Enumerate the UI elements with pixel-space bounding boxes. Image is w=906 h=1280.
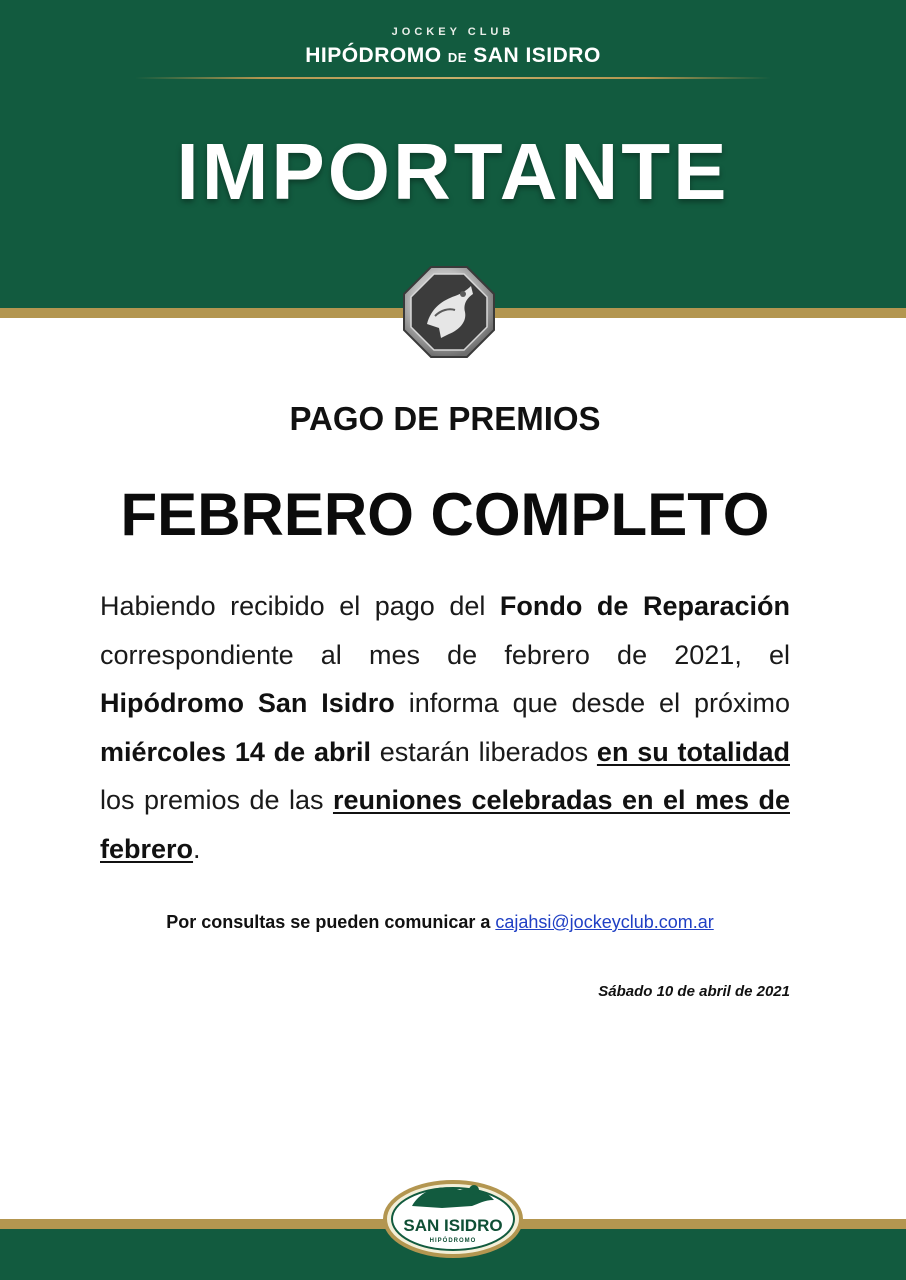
brand-hipodromo: HIPÓDROMO DE SAN ISIDRO xyxy=(305,44,601,67)
footer-logo-text: SAN ISIDRO xyxy=(403,1216,503,1235)
contact-email-link[interactable]: cajahsi@jockeyclub.com.ar xyxy=(495,912,714,932)
footer-logo-subtext: HIPÓDROMO xyxy=(429,1238,477,1244)
contact-label: Por consultas se pueden comunicar a xyxy=(166,912,496,932)
headline-importante: IMPORTANTE xyxy=(176,127,730,216)
brand-jockey-club: JOCKEY CLUB xyxy=(391,26,515,38)
notice-title: FEBRERO COMPLETO xyxy=(120,481,770,548)
contact-line xyxy=(0,912,880,933)
club-seal-icon xyxy=(401,264,497,360)
notice-date: Sábado 10 de abril de 2021 xyxy=(598,983,790,1000)
notice-subtitle: PAGO DE PREMIOS xyxy=(289,400,601,437)
notice-body: Habiendo recibido el pago del Fondo de Reparación correspondiente al mes de febrero de 2021, el Hipódromo San Isidro informa que desde el próximo miércoles 14 de abril estarán liberados en su totalidad los premios de las reuniones celebradas en el mes de febrero. xyxy=(100,591,791,864)
header-rule xyxy=(135,77,771,79)
